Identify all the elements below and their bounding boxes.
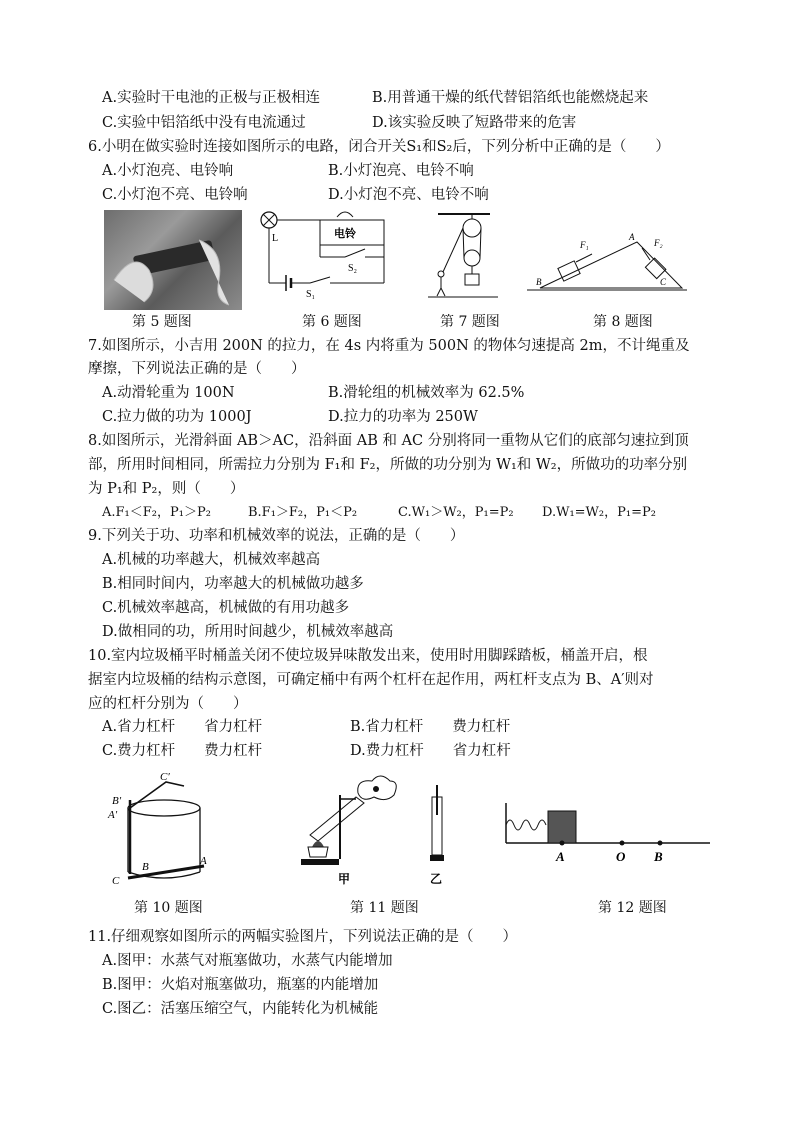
- q7-option-b: B.滑轮组的机械效率为 62.5%: [328, 385, 525, 401]
- q9-option-a: A.机械的功率越大，机械效率越高: [102, 552, 321, 568]
- q5-option-d: D.该实验反映了短路带来的危害: [372, 115, 577, 131]
- q8-option-b: B.F₁＞F₂，P₁＜P₂: [248, 505, 358, 520]
- q11-option-c: C.图乙：活塞压缩空气，内能转化为机械能: [102, 1001, 379, 1017]
- q11-option-b: B.图甲：火焰对瓶塞做功，瓶塞的内能增加: [102, 977, 379, 993]
- battery-foil-image: [104, 210, 242, 310]
- q9-option-b: B.相同时间内，功率越大的机械做功越多: [102, 576, 364, 592]
- caption-fig11: 第 11 题图: [350, 900, 419, 916]
- lamp-label: L: [272, 233, 279, 244]
- f2-label: F₂: [654, 238, 663, 248]
- q10-stem-line3: 应的杠杆分别为（ ）: [88, 696, 248, 712]
- q8-option-d: D.W₁=W₂，P₁=P₂: [542, 505, 656, 520]
- figure-8-incline: [522, 228, 692, 300]
- bin-lid: [130, 782, 184, 808]
- q7-stem-line1: 7.如图所示，小吉用 200N 的拉力，在 4s 内将重为 500N 的物体匀速提高 2m，不计绳重及: [88, 338, 690, 354]
- point-a-label: A: [629, 232, 635, 242]
- q10-stem-line2: 据室内垃圾桶的结构示意图，可确定桶中有两个杠杆在起作用，两杠杆支点为 B、A′则对: [88, 672, 654, 688]
- label-yi: 乙: [430, 872, 443, 885]
- arrow-f1: [576, 254, 592, 262]
- figure-6-circuit: [250, 205, 390, 300]
- label-a-prime: A′: [108, 809, 118, 821]
- point-b-label: B: [536, 277, 542, 287]
- q10-option-c: C.费力杠杆 费力杠杆: [102, 743, 263, 759]
- flame-icon: [312, 841, 324, 847]
- point-c-label: C: [660, 277, 667, 287]
- s1-label: S₁: [306, 289, 316, 300]
- weight-block: [465, 274, 479, 285]
- caption-fig12: 第 12 题图: [598, 900, 667, 916]
- figure-10-trash-bin: [104, 770, 214, 890]
- point-b: B: [654, 849, 663, 864]
- point-a: A: [556, 849, 565, 864]
- switch-s2: [345, 249, 365, 257]
- fixed-pulley: [463, 219, 481, 237]
- q7-option-d: D.拉力的功率为 250W: [328, 409, 478, 425]
- q7-stem-line2: 摩擦，下列说法正确的是（ ）: [88, 361, 306, 377]
- q9-option-d: D.做相同的功，所用时间越少，机械效率越高: [102, 624, 394, 640]
- block: [548, 811, 576, 843]
- caption-fig7: 第 7 题图: [440, 314, 500, 330]
- movable-pulley: [464, 250, 480, 266]
- q11-stem: 11.仔细观察如图所示的两幅实验图片，下列说法正确的是（ ）: [88, 929, 518, 945]
- alcohol-lamp: [308, 847, 328, 857]
- q8-option-a: A.F₁＜F₂，P₁＞P₂: [102, 505, 211, 520]
- person-figure: [438, 271, 444, 277]
- figure-7-pulley: [428, 210, 498, 300]
- q10-option-a: A.省力杠杆 省力杠杆: [102, 719, 263, 735]
- spring: [506, 820, 546, 830]
- caption-fig6: 第 6 题图: [302, 314, 362, 330]
- q6-stem: 6.小明在做实验时连接如图所示的电路，闭合开关S₁和S₂后，下列分析中正确的是（ ）: [88, 139, 670, 155]
- q8-option-c: C.W₁＞W₂，P₁=P₂: [398, 505, 514, 520]
- q8-stem-line2: 部，所用时间相同，所需拉力分别为 F₁和 F₂，所做的功分别为 W₁和 W₂，所做功的功率分别: [88, 457, 688, 473]
- q5-option-c: C.实验中铝箔纸中没有电流通过: [102, 115, 306, 131]
- q9-option-c: C.机械效率越高，机械做的有用功越多: [102, 600, 350, 616]
- foot-pedal: [128, 866, 204, 878]
- q8-stem-line1: 8.如图所示，光滑斜面 AB＞AC，沿斜面 AB 和 AC 分别将同一重物从它们的底部匀速拉到顶: [88, 433, 689, 449]
- q6-option-a: A.小灯泡亮、电铃响: [102, 163, 234, 179]
- figure-12-spring: [500, 795, 715, 870]
- q10-stem-line1: 10.室内垃圾桶平时桶盖关闭不使垃圾异味散发出来，使用时用脚踩踏板，桶盖开启，根: [88, 648, 648, 664]
- s2-label: S₂: [348, 263, 358, 274]
- q7-option-c: C.拉力做的功为 1000J: [102, 409, 252, 425]
- q10-option-d: D.费力杠杆 省力杠杆: [350, 743, 511, 759]
- q9-stem: 9.下列关于功、功率和机械效率的说法，正确的是（ ）: [88, 528, 465, 544]
- label-b-prime: B′: [112, 795, 122, 807]
- q5-option-a: A.实验时干电池的正极与正极相连: [102, 90, 321, 106]
- q10-option-b: B.省力杠杆 费力杠杆: [350, 719, 511, 735]
- label-c-prime: C′: [160, 771, 170, 783]
- point-o: O: [616, 849, 626, 864]
- q8-stem-line3: 为 P₁和 P₂，则（ ）: [88, 481, 245, 497]
- q5-option-b: B.用普通干燥的纸代替铝箔纸也能燃烧起来: [372, 90, 649, 106]
- switch-s1: [310, 277, 330, 283]
- q6-option-b: B.小灯泡亮、电铃不响: [328, 163, 474, 179]
- caption-fig8: 第 8 题图: [593, 314, 653, 330]
- label-a: A: [200, 855, 207, 867]
- test-tube: [310, 797, 364, 841]
- f1-label: F₁: [580, 240, 589, 250]
- figure-5-photo: [104, 210, 242, 310]
- q6-option-d: D.小灯泡不亮、电铃不响: [328, 187, 489, 203]
- label-jia: 甲: [338, 872, 351, 885]
- caption-fig10: 第 10 题图: [134, 900, 203, 916]
- bell-label: 电铃: [334, 227, 356, 240]
- q6-option-c: C.小灯泡不亮、电铃响: [102, 187, 248, 203]
- q7-option-a: A.动滑轮重为 100N: [102, 385, 235, 401]
- figure-11-experiments: [296, 775, 476, 885]
- label-b: B: [142, 861, 149, 873]
- q11-option-a: A.图甲：水蒸气对瓶塞做功，水蒸气内能增加: [102, 953, 393, 969]
- label-c: C: [112, 875, 120, 887]
- caption-fig5: 第 5 题图: [132, 314, 192, 330]
- stand-base: [301, 859, 339, 865]
